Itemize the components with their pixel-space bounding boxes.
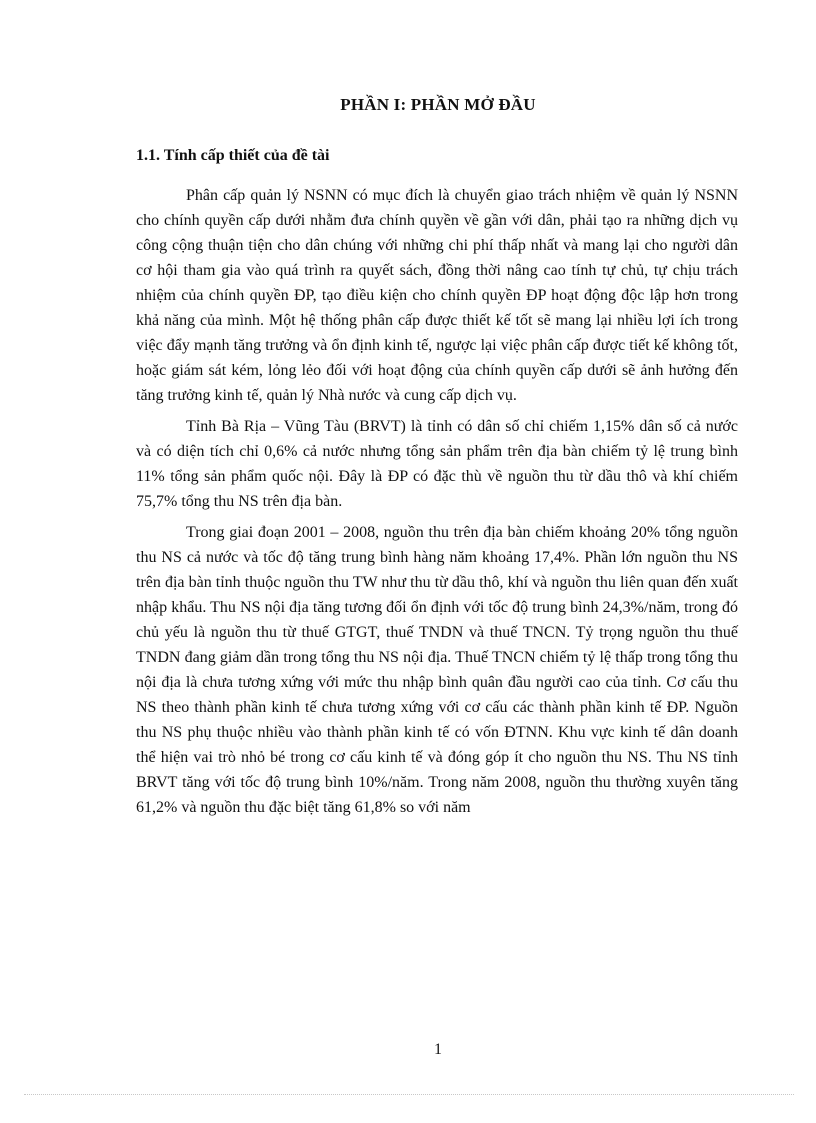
page-number: 1 (434, 1041, 442, 1058)
body-text (136, 183, 738, 820)
page-bottom-divider (24, 1094, 794, 1095)
section-heading: 1.1. Tính cấp thiết của đề tài (136, 147, 330, 164)
paragraph-1: Phân cấp quản lý NSNN có mục đích là chuyển giao trách nhiệm về quản lý NSNN cho chính quyền cấp dưới nhằm đưa chính quyền về gần với dân, phải tạo ra những dịch vụ công cộng thuận tiện cho dân chúng với những chi phí thấp nhất và mang lại cho người dân cơ hội tham gia vào quá trình ra quyết sách, đồng thời nâng cao tính tự chủ, tự chịu trách nhiệm của chính quyền ĐP, tạo điều kiện cho chính quyền ĐP hoạt động độc lập hơn trong khả năng của mình. Một hệ thống phân cấp được thiết kế tốt sẽ mang lại nhiều lợi ích trong việc đẩy mạnh tăng trưởng và ổn định kinh tế, ngược lại việc phân cấp được tiết kế không tốt, hoặc giám sát kém, lỏng lẻo đối với hoạt động của chính quyền cấp dưới sẽ ảnh hưởng đến tăng trưởng kinh tế, quản lý Nhà nước và cung cấp dịch vụ. (136, 187, 738, 404)
paragraph-3: Trong giai đoạn 2001 – 2008, nguồn thu trên địa bàn chiếm khoảng 20% tổng nguồn thu NS cả nước và tốc độ tăng trung bình hàng năm khoảng 17,4%. Phần lớn nguồn thu NS trên địa bàn tỉnh thuộc nguồn thu TW như thu từ dầu thô, khí và nguồn thu liên quan đến xuất nhập khẩu. Thu NS nội địa tăng tương đối ổn định với tốc độ trung bình 24,3%/năm, trong đó chủ yếu là nguồn thu từ thuế GTGT, thuế TNDN và thuế TNCN. Tỷ trọng nguồn thu thuế TNDN đang giảm dần trong tổng thu NS nội địa. Thuế TNCN chiếm tỷ lệ thấp trong tổng thu nội địa là chưa tương xứng với mức thu nhập bình quân đầu người cao của tỉnh. Cơ cấu thu NS theo thành phần kinh tế chưa tương xứng với cơ cấu các thành phần kinh tế ĐP. Nguồn thu NS phụ thuộc nhiều vào thành phần kinh tế có vốn ĐTNN. Khu vực kinh tế dân doanh thể hiện vai trò nhỏ bé trong cơ cấu kinh tế và đóng góp ít cho nguồn thu NS. Thu NS tỉnh BRVT tăng với tốc độ trung bình 10%/năm. Trong năm 2008, nguồn thu thường xuyên tăng 61,2% và nguồn thu đặc biệt tăng 61,8% so với năm (136, 524, 738, 816)
page-title: PHẦN I: PHẦN MỞ ĐẦU (340, 95, 536, 114)
paragraph-2: Tỉnh Bà Rịa – Vũng Tàu (BRVT) là tỉnh có dân số chỉ chiếm 1,15% dân số cả nước và có diện tích chỉ 0,6% cả nước nhưng tổng sản phẩm trên địa bàn chiếm tỷ lệ trung bình 11% tổng sản phẩm quốc nội. Đây là ĐP có đặc thù về nguồn thu từ dầu thô và khí chiếm 75,7% tổng thu NS trên địa bàn. (136, 418, 738, 510)
